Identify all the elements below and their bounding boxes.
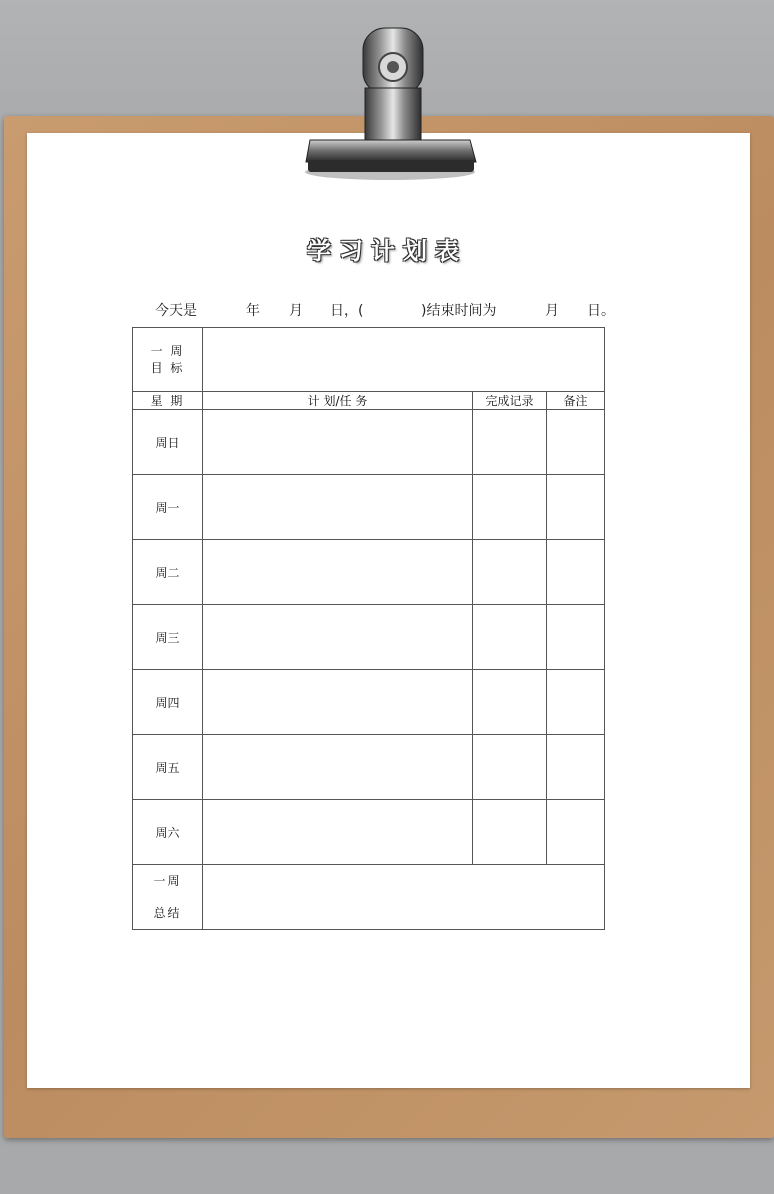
header-row	[133, 392, 605, 410]
table-row	[133, 605, 605, 670]
record-cell[interactable]	[473, 475, 547, 540]
note-cell[interactable]	[547, 605, 605, 670]
record-cell[interactable]	[473, 605, 547, 670]
day-label: 周五	[133, 735, 203, 800]
table-row	[133, 410, 605, 475]
date-year-label: 年	[246, 303, 260, 319]
task-cell[interactable]	[203, 540, 473, 605]
day-label: 周三	[133, 605, 203, 670]
page-title: 学习计划表	[307, 237, 467, 265]
plan-table	[132, 327, 605, 930]
end-time-label: )结束时间为	[421, 303, 497, 319]
task-cell[interactable]	[203, 605, 473, 670]
record-cell[interactable]	[473, 670, 547, 735]
day-label: 周四	[133, 670, 203, 735]
date-prefix: 今天是	[155, 303, 197, 319]
day-label: 周六	[133, 800, 203, 865]
task-cell[interactable]	[203, 735, 473, 800]
note-cell[interactable]	[547, 670, 605, 735]
task-cell[interactable]	[203, 800, 473, 865]
table-row	[133, 735, 605, 800]
day-label: 周一	[133, 475, 203, 540]
table-row	[133, 540, 605, 605]
weekly-goal-label: 一 周 目 标	[133, 328, 203, 392]
weekly-summary-field[interactable]	[203, 865, 605, 930]
weekly-summary-row	[133, 865, 605, 930]
note-cell[interactable]	[547, 410, 605, 475]
header-record: 完成记录	[473, 392, 547, 410]
table-row	[133, 475, 605, 540]
day-label: 周日	[133, 410, 203, 475]
end-month-label: 月	[545, 303, 559, 319]
binder-clip-icon	[290, 22, 490, 182]
task-cell[interactable]	[203, 410, 473, 475]
date-line	[0, 300, 774, 320]
date-month-label: 月	[289, 303, 303, 319]
weekly-goal-field[interactable]	[203, 328, 605, 392]
header-day: 星 期	[133, 392, 203, 410]
task-cell[interactable]	[203, 475, 473, 540]
record-cell[interactable]	[473, 540, 547, 605]
header-task: 计 划/任 务	[203, 392, 473, 410]
note-cell[interactable]	[547, 475, 605, 540]
note-cell[interactable]	[547, 800, 605, 865]
day-label: 周二	[133, 540, 203, 605]
note-cell[interactable]	[547, 735, 605, 800]
weekly-goal-row	[133, 328, 605, 392]
record-cell[interactable]	[473, 800, 547, 865]
note-cell[interactable]	[547, 540, 605, 605]
record-cell[interactable]	[473, 735, 547, 800]
weekly-summary-label: 一周 总结	[133, 865, 203, 930]
date-day-label: 日，(	[330, 303, 364, 319]
end-day-label: 日。	[587, 303, 615, 319]
record-cell[interactable]	[473, 410, 547, 475]
task-cell[interactable]	[203, 670, 473, 735]
header-note: 备注	[547, 392, 605, 410]
table-row	[133, 670, 605, 735]
table-row	[133, 800, 605, 865]
